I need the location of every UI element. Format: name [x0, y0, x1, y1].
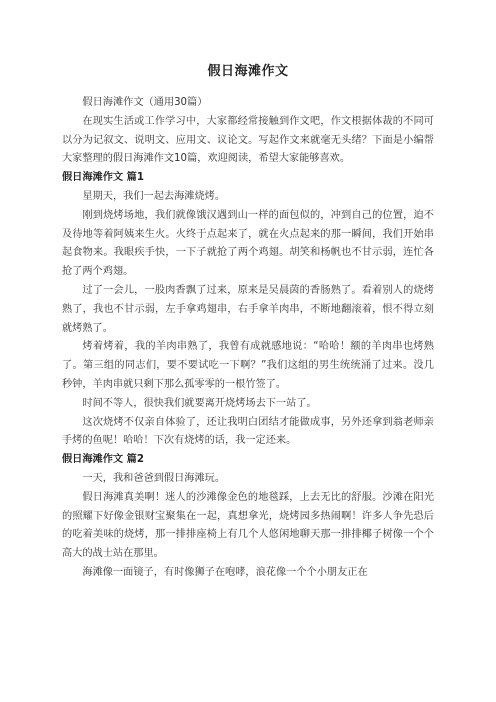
document-body: [62, 94, 434, 583]
body-paragraph: 一天，我和爸爸到假日海滩玩。: [82, 472, 226, 484]
document-page: [62, 0, 434, 583]
body-paragraph: 过了一会儿，一股肉香飘了过来，原来是吴晨茵的香肠熟了。看着别人的烧烤熟了，我也不甘示弱，左手拿鸡翅串，右手拿羊肉串，不断地翻滚着，恨不得立刻就烤熟了。: [62, 284, 434, 334]
body-paragraph: 假日海滩真美啊！迷人的沙滩像金色的地毯踩，上去无比的舒服。沙滩在阳光的照耀下好像金银财宝聚集在一起，真想拿光，烧烤园多热闹啊！许多人争先恐后的吃着美味的烧烤，那一排排座椅上有几个人悠闲地聊天那一排排椰子树像一个个高大的战士站在那里。: [62, 491, 434, 560]
body-paragraph: 时间不等人，很快我们就要离开烧烤场去下一站了。: [82, 397, 317, 409]
section-heading: 假日海滩作文 篇1: [62, 172, 144, 184]
body-paragraph: 星期天，我们一起去海滩烧烤。: [82, 190, 226, 202]
body-paragraph: 这次烧烤不仅亲自体验了，还让我明白团结才能做成事，另外还拿到翁老师亲手烤的鱼呢！哈哈！下次有烧烤的话，我一定还来。: [62, 416, 434, 447]
body-paragraph: 烤着烤着，我的羊肉串熟了，我曾有成就感地说：“哈哈！额的羊肉串也烤熟了。第三组的同志们，要不要试吃一下啊？”我们这组的男生统统涌了过来。没几秒钟，羊肉串就只剩下那么孤零零的一根竹签了。: [62, 341, 434, 390]
body-paragraph: 海滩像一面镜子，有时像狮子在咆哮，浪花像一个个小朋友正在: [82, 566, 368, 578]
body-paragraph: 假日海滩作文（通用30篇）: [82, 97, 208, 108]
document-title: 假日海滩作文: [207, 64, 289, 79]
body-paragraph: 在现实生活或工作学习中，大家都经常接触到作文吧，作文根据体裁的不同可以分为记叙文、说明文、应用文、议论文。写起作文来就毫无头绪？下面是小编帮大家整理的假日海滩作文10篇，欢迎阅读，希望大家能够喜欢。: [62, 115, 434, 165]
section-heading: 假日海滩作文 篇2: [62, 454, 144, 466]
body-paragraph: 刚到烧烤场地，我们就像饿汉遇到山一样的面包似的，冲到自己的位置，迫不及待地等着阿姨来生火。火终于点起来了，就在火点起来的那一瞬间，我们开始串起食物来。我眼疾手快，一下子就抢了两个鸡翅。胡笑和杨帆也不甘示弱，连忙各抢了两个鸡翅。: [62, 209, 434, 278]
